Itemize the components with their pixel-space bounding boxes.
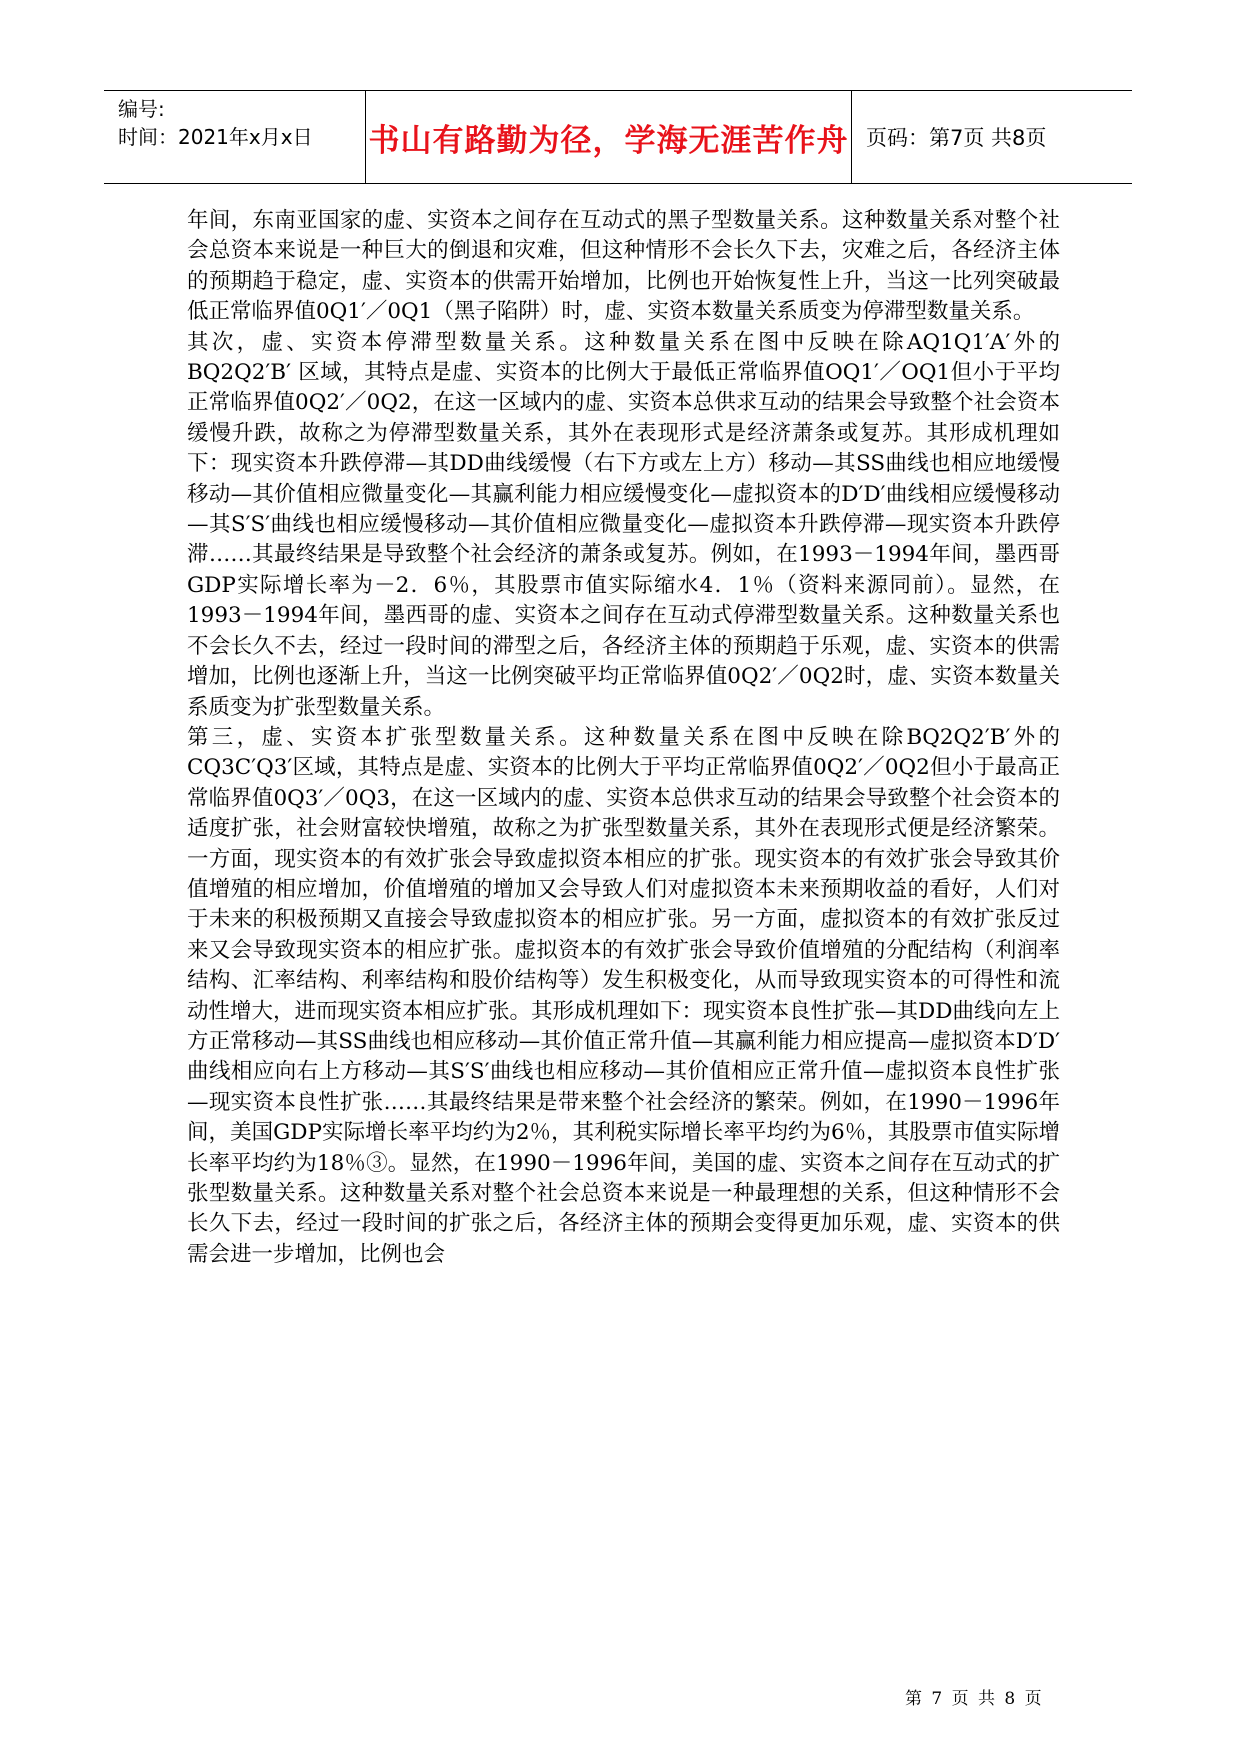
time-label: 时间：2021年x月x日 <box>118 125 313 149</box>
header-motto-cell <box>366 91 852 183</box>
motto-text: 书山有路勤为径，学海无涯苦作舟 <box>368 122 849 159</box>
number-label: 编号: <box>118 97 165 121</box>
page-footer: 第 7 页 共 8 页 <box>905 1689 1044 1709</box>
header-info-cell <box>104 91 366 183</box>
header-page-cell <box>852 91 1132 183</box>
paragraph-2: 其次，虚、实资本停滞型数量关系。这种数量关系在图中反映在除AQ1Q1′A′外的BQ2Q2′B′ 区域，其特点是虚、实资本的比例大于最低正常临界值OQ1′／OQ1但小于平均正常临界值0Q2′／0Q2，在这一区域内的虚、实资本总供求互动的结果会导致整个社会资本缓慢升跌，故称之为停滞型数量关系，其外在表现形式是经济萧条或复苏。其形成机理如下：现实资本升跌停滞—其DD曲线缓慢（右下方或左上方）移动—其SS曲线也相应地缓慢移动—其价值相应微量变化—其赢利能力相应缓慢变化—虚拟资本的D′D′曲线相应缓慢移动—其S′S′曲线也相应缓慢移动—其价值相应微量变化—虚拟资本升跌停滞—现实资本升跌停滞……其最终结果是导致整个社会经济的萧条或复苏。例如，在1993－1994年间，墨西哥GDP实际增长率为－2．6％，其股票市值实际缩水4．1％（资料来源同前）。显然，在1993－1994年间，墨西哥的虚、实资本之间存在互动式停滞型数量关系。这种数量关系也不会长久不去，经过一段时间的滞型之后，各经济主体的预期趋于乐观，虚、实资本的供需增加，比例也逐渐上升，当这一比例突破平均正常临界值0Q2′／0Q2时，虚、实资本数量关系质变为扩张型数量关系。 <box>187 329 1060 720</box>
document-header <box>104 90 1132 184</box>
document-body <box>187 206 1060 1270</box>
page-number-label: 页码：第7页 共8页 <box>866 126 1047 150</box>
paragraph-3: 第三，虚、实资本扩张型数量关系。这种数量关系在图中反映在除BQ2Q2′B′外的CQ3C′Q3′区域，其特点是虚、实资本的比例大于平均正常临界值0Q2′／0Q2但小于最高正常临界值0Q3′／0Q3，在这一区域内的虚、实资本总供求互动的结果会导致整个社会资本的适度扩张，社会财富较快增殖，故称之为扩张型数量关系，其外在表现形式便是经济繁荣。一方面，现实资本的有效扩张会导致虚拟资本相应的扩张。现实资本的有效扩张会导致其价值增殖的相应增加，价值增殖的增加又会导致人们对虚拟资本未来预期收益的看好，人们对于未来的积极预期又直接会导致虚拟资本的相应扩张。另一方面，虚拟资本的有效扩张反过来又会导致现实资本的相应扩张。虚拟资本的有效扩张会导致价值增殖的分配结构（利润率结构、汇率结构、利率结构和股价结构等）发生积极变化，从而导致现实资本的可得性和流动性增大，进而现实资本相应扩张。其形成机理如下：现实资本良性扩张—其DD曲线向左上方正常移动—其SS曲线也相应移动—其价值正常升值—其赢利能力相应提高—虚拟资本D′D′曲线相应向右上方移动—其S′S′曲线也相应移动—其价值相应正常升值—虚拟资本良性扩张—现实资本良性扩张……其最终结果是带来整个社会经济的繁荣。例如，在1990－1996年间，美国GDP实际增长率平均约为2％，其利税实际增长率平均约为6％，其股票市值实际增长率平均约为18％③。显然，在1990－1996年间，美国的虚、实资本之间存在互动式的扩张型数量关系。这种数量关系对整个社会总资本来说是一种最理想的关系，但这种情形不会长久下去，经过一段时间的扩张之后，各经济主体的预期会变得更加乐观，虚、实资本的供需会进一步增加，比例也会 <box>187 724 1060 1267</box>
paragraph-1: 年间，东南亚国家的虚、实资本之间存在互动式的黑子型数量关系。这种数量关系对整个社会总资本来说是一种巨大的倒退和灾难，但这种情形不会长久下去，灾难之后，各经济主体的预期趋于稳定，虚、实资本的供需开始增加，比例也开始恢复性上升，当这一比列突破最低正常临界值0Q1′／0Q1（黑子陷阱）时，虚、实资本数量关系质变为停滞型数量关系。 <box>187 208 1060 325</box>
